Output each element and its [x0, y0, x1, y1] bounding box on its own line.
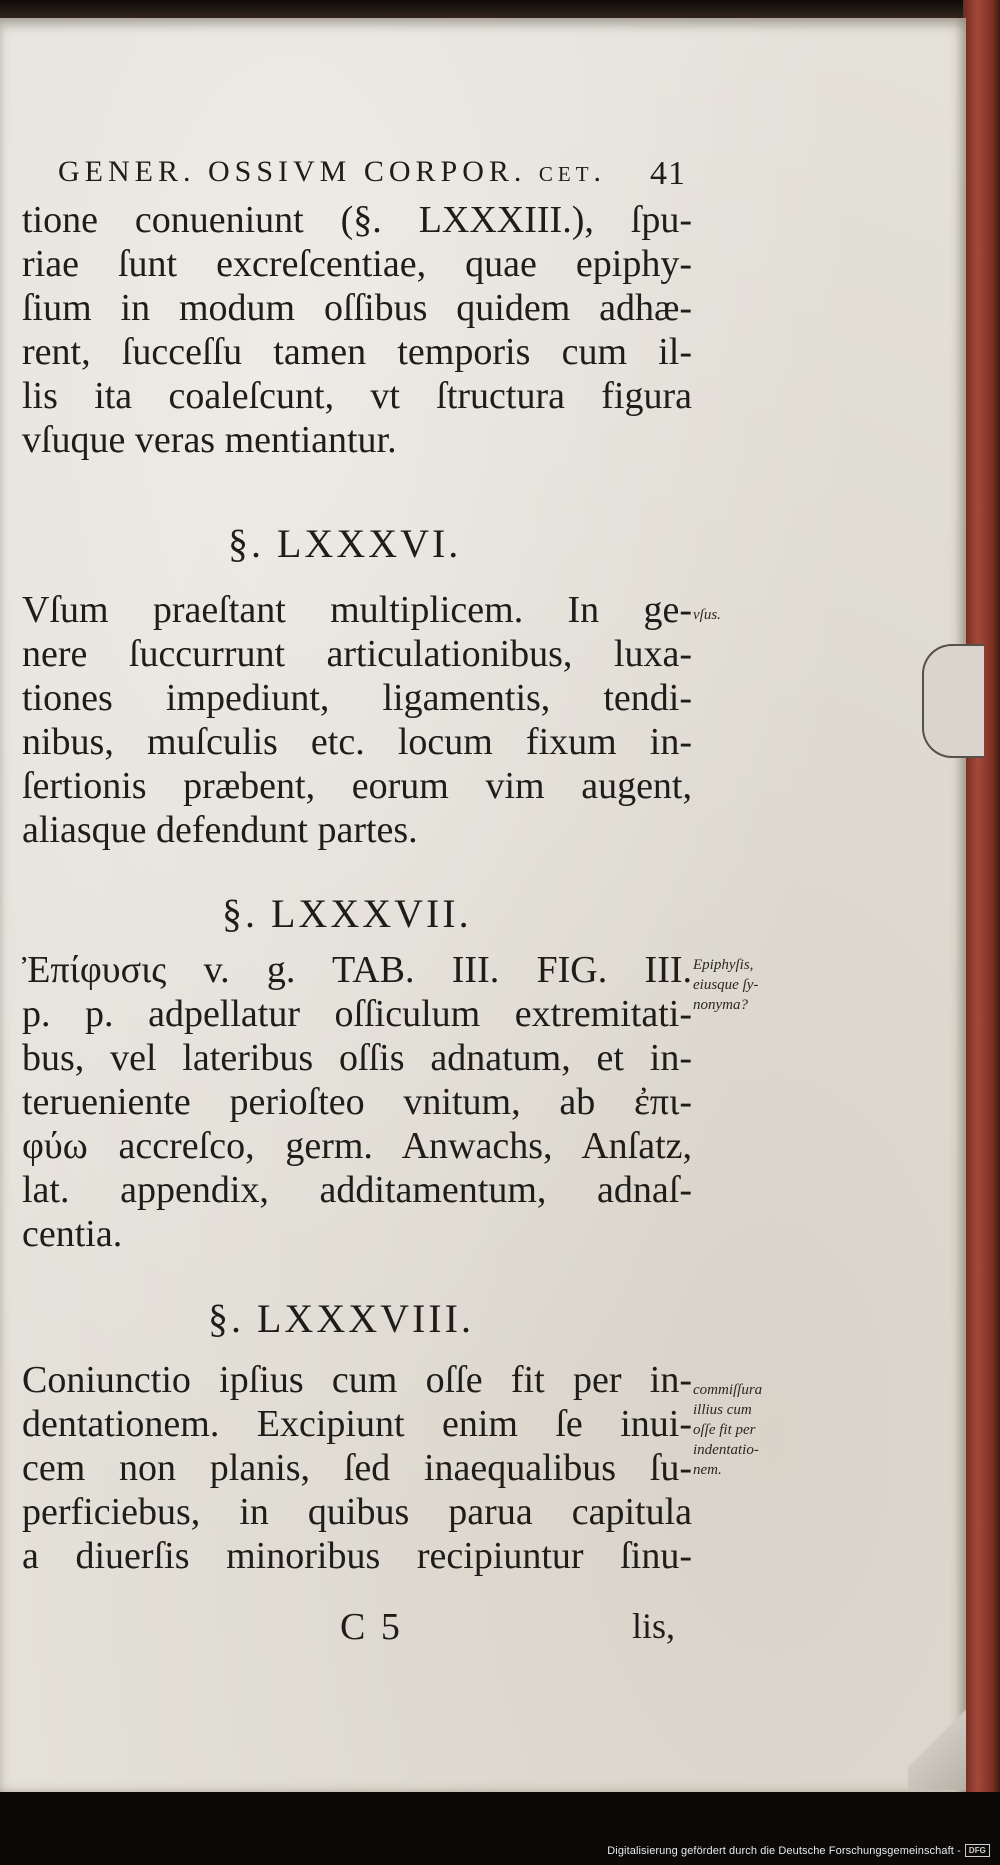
text-line: cem non planis, ſed inaequalibus ſu-: [22, 1447, 692, 1489]
page-number: 41: [650, 155, 686, 192]
text-line: φύω accreſco, germ. Anwachs, Anſatz,: [22, 1125, 692, 1167]
text-line: nibus, muſculis etc. locum fixum in-: [22, 721, 692, 763]
text-line: lat. appendix, additamentum, adnaſ-: [22, 1169, 692, 1211]
text-line: a diuerſis minoribus recipiuntur ſinu-: [22, 1535, 692, 1577]
text-line: tione conueniunt (§. LXXXIII.), ſpu-: [22, 199, 692, 241]
section-heading: §. LXXXVI.: [228, 521, 462, 566]
credit-text: Digitalisierung gefördert durch die Deutsche Forschungsgemeinschaft -: [607, 1844, 961, 1857]
catchword: lis,: [632, 1606, 676, 1646]
margin-note: nonyma?: [693, 997, 748, 1013]
margin-note: nem.: [693, 1462, 722, 1478]
text-line: Ἐπίφυσις v. g. TAB. III. FIG. III.: [22, 949, 692, 991]
margin-note: oſſe fit per: [693, 1422, 756, 1438]
text-line: ſium in modum oſſibus quidem adhæ-: [22, 287, 692, 329]
margin-note: illius cum: [693, 1402, 752, 1418]
margin-note: indentatio-: [693, 1442, 759, 1458]
section-heading: §. LXXXVIII.: [208, 1296, 474, 1341]
text-line: riae ſunt excreſcentiae, quae epiphy-: [22, 243, 692, 285]
scan-footer-band: [0, 1792, 1000, 1865]
text-line: ſertionis præbent, eorum vim augent,: [22, 765, 692, 807]
text-line: dentationem. Excipiunt enim ſe inui-: [22, 1403, 692, 1445]
running-head: GENER. OSSIVM CORPOR. cet.: [58, 155, 607, 188]
digitization-credit: [607, 1844, 990, 1857]
text-line: Vſum praeſtant multiplicem. In ge-: [22, 589, 692, 631]
margin-note: eiusque ſy-: [693, 977, 759, 993]
margin-note: vſus.: [693, 607, 721, 623]
text-line: p. p. adpellatur oſſiculum extremitati-: [22, 993, 692, 1035]
signature-mark: C 5: [340, 1606, 403, 1648]
text-line: rent, ſucceſſu tamen temporis cum il-: [22, 331, 692, 373]
margin-note: commiſſura: [693, 1382, 763, 1398]
book-fore-edge: [963, 0, 1000, 1820]
section-heading: §. LXXXVII.: [222, 891, 472, 936]
text-line: lis ita coaleſcunt, vt ſtructura figura: [22, 375, 692, 417]
text-line: nere ſuccurrunt articulationibus, luxa-: [22, 633, 692, 675]
text-line: aliasque defendunt partes.: [22, 809, 418, 851]
dfg-logo: DFG: [965, 1844, 990, 1857]
text-line: teruenientе perioſteo vnitum, ab ἐπι-: [22, 1081, 692, 1123]
text-line: perficiebus, in quibus parua capitula: [22, 1491, 692, 1533]
margin-note: Epiphyſis,: [693, 957, 754, 973]
text-line: vſuque veras mentiantur.: [22, 419, 397, 461]
text-line: bus, vel lateribus oſſis adnatum, et in-: [22, 1037, 692, 1079]
text-line: centia.: [22, 1213, 123, 1255]
text-line: tiones impediunt, ligamentis, tendi-: [22, 677, 692, 719]
text-line: Coniunctio ipſius cum oſſe fit per in-: [22, 1359, 692, 1401]
